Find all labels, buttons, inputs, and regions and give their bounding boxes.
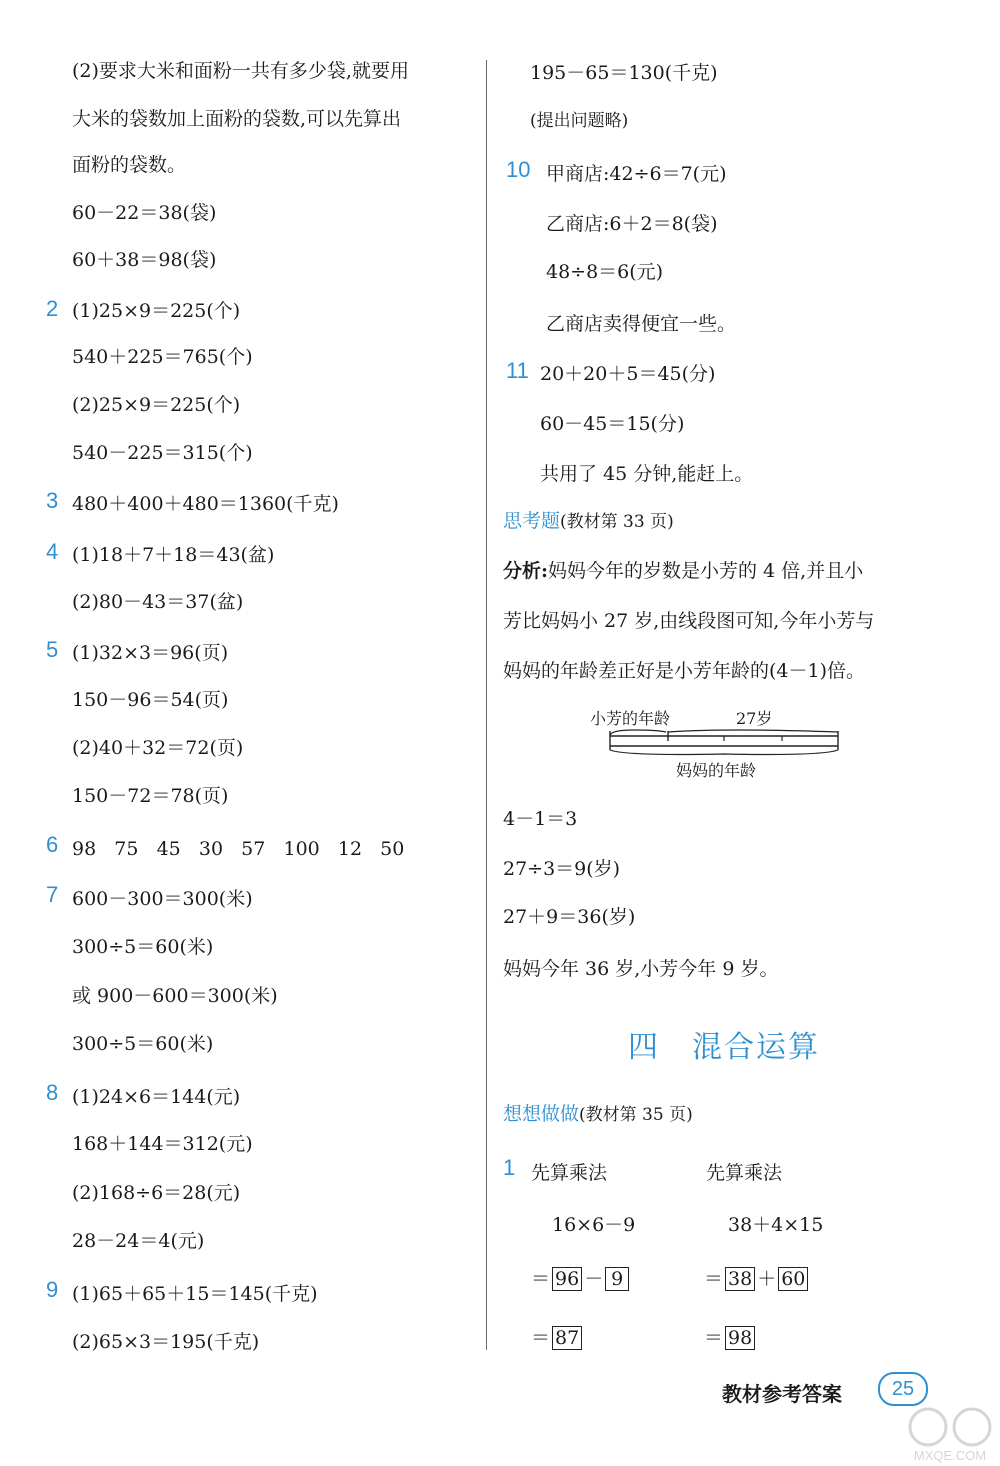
practice-title: 想想做做 [503, 1103, 580, 1125]
step-line [531, 1325, 584, 1351]
column-divider [486, 60, 487, 1350]
answer-box: 9 [605, 1267, 629, 1291]
text-line: (1)25×9＝225(个) [72, 300, 241, 322]
text-line: 540＋225＝765(个) [72, 346, 253, 368]
equals-sign: ＝ [704, 1327, 724, 1349]
think-heading [503, 508, 674, 535]
question-number: 6 [46, 832, 59, 857]
watermark-text: MXQE.COM [913, 1448, 987, 1463]
text-line: (2)65×3＝195(千克) [72, 1331, 260, 1353]
text-line: 先算乘法 [706, 1162, 783, 1184]
question-number: 2 [46, 296, 59, 321]
text-line: 28－24＝4(元) [72, 1230, 205, 1252]
text-line: 48÷8＝6(元) [546, 261, 664, 283]
step-line [531, 1266, 631, 1292]
text-line: 60－45＝15(分) [540, 413, 685, 435]
text-line: (1)18＋7＋18＝43(盆) [72, 544, 275, 566]
plus-sign: ＋ [757, 1268, 777, 1290]
text-line: 168＋144＝312(元) [72, 1133, 253, 1155]
text-line: 4－1＝3 [503, 808, 578, 830]
text-line: 或 900－600＝300(米) [72, 985, 278, 1007]
question-number: 7 [46, 882, 59, 907]
text-line: 先算乘法 [531, 1162, 608, 1184]
question-number: 11 [506, 358, 529, 383]
step-line [704, 1266, 810, 1292]
expression: 38＋4×15 [728, 1214, 824, 1236]
minus-sign: － [584, 1268, 604, 1290]
text-line: 27＋9＝36(岁) [503, 906, 636, 928]
analysis-label: 分析: [503, 560, 549, 582]
practice-ref: (教材第 35 页) [579, 1105, 693, 1125]
text-line: (提出问题略) [530, 111, 629, 131]
text-line: (1)65＋65＋15＝145(千克) [72, 1283, 318, 1305]
equals-sign: ＝ [531, 1268, 551, 1290]
think-ref: (教材第 33 页) [560, 512, 674, 532]
answer-box: 98 [725, 1326, 755, 1350]
text-line: 乙商店:6＋2＝8(袋) [546, 213, 718, 235]
answer-box: 60 [778, 1267, 808, 1291]
diagram-label-mother: 妈妈的年龄 [676, 761, 757, 780]
question-number: 5 [46, 637, 59, 662]
line-segment-diagram [606, 724, 846, 760]
expression: 16×6－9 [552, 1214, 636, 1236]
text-line: 大米的袋数加上面粉的袋数,可以先算出 [72, 108, 402, 130]
practice-heading [503, 1101, 693, 1128]
section-title: 四 混合运算 [628, 1030, 820, 1065]
think-title: 思考题 [503, 510, 561, 532]
text-line: 540－225＝315(个) [72, 442, 253, 464]
text-line: (1)24×6＝144(元) [72, 1086, 241, 1108]
question-number: 10 [506, 157, 531, 182]
text-line: (2)25×9＝225(个) [72, 394, 241, 416]
page-number: 25 [878, 1372, 928, 1406]
text-line: 480＋400＋480＝1360(千克) [72, 493, 339, 515]
answer-box: 38 [725, 1267, 755, 1291]
text-line: 98 75 45 30 57 100 12 50 [72, 838, 405, 860]
text-line: (1)32×3＝96(页) [72, 642, 229, 664]
text-line: 芳比妈妈小 27 岁,由线段图可知,今年小芳与 [503, 610, 875, 632]
diagram-label-xiaofang: 小芳的年龄 [590, 709, 671, 728]
question-number: 9 [46, 1277, 59, 1302]
text-line: (2)80－43＝37(盆) [72, 591, 244, 613]
answer-box: 87 [552, 1326, 582, 1350]
text-line: 150－96＝54(页) [72, 689, 229, 711]
text-line: 27÷3＝9(岁) [503, 858, 621, 880]
text-line: 150－72＝78(页) [72, 785, 229, 807]
question-number: 3 [46, 488, 59, 513]
step-line [704, 1325, 757, 1351]
equals-sign: ＝ [531, 1327, 551, 1349]
equals-sign: ＝ [704, 1268, 724, 1290]
text-line: 60＋38＝98(袋) [72, 249, 217, 271]
text-line: 195－65＝130(千克) [530, 62, 718, 84]
footer-label: 教材参考答案 [722, 1382, 842, 1406]
question-number: 1 [503, 1155, 516, 1180]
diagram-label-27: 27岁 [736, 709, 773, 728]
text-line: 面粉的袋数。 [72, 154, 187, 176]
text-line: 乙商店卖得便宜一些。 [546, 313, 737, 335]
text-line: 共用了 45 分钟,能赶上。 [540, 463, 754, 485]
text-line: 甲商店:42÷6＝7(元) [546, 163, 727, 185]
text-line: 60－22＝38(袋) [72, 202, 217, 224]
answer-box: 96 [552, 1267, 582, 1291]
text-line: (2)要求大米和面粉一共有多少袋,就要用 [72, 60, 409, 82]
watermark-logo [900, 1405, 1000, 1465]
analysis-text: 妈妈今年的岁数是小芳的 4 倍,并且小 [548, 560, 864, 582]
text-line: 妈妈今年 36 岁,小芳今年 9 岁。 [503, 958, 779, 980]
question-number: 8 [46, 1080, 59, 1105]
text-line: 妈妈的年龄差正好是小芳年龄的(4－1)倍。 [503, 660, 866, 682]
text-line: 300÷5＝60(米) [72, 1033, 214, 1055]
text-line: 20＋20＋5＝45(分) [540, 363, 716, 385]
question-number: 4 [46, 539, 59, 564]
analysis-line [503, 558, 863, 584]
text-line: (2)168÷6＝28(元) [72, 1182, 241, 1204]
text-line: 600－300＝300(米) [72, 888, 253, 910]
text-line: 300÷5＝60(米) [72, 936, 214, 958]
text-line: (2)40＋32＝72(页) [72, 737, 244, 759]
